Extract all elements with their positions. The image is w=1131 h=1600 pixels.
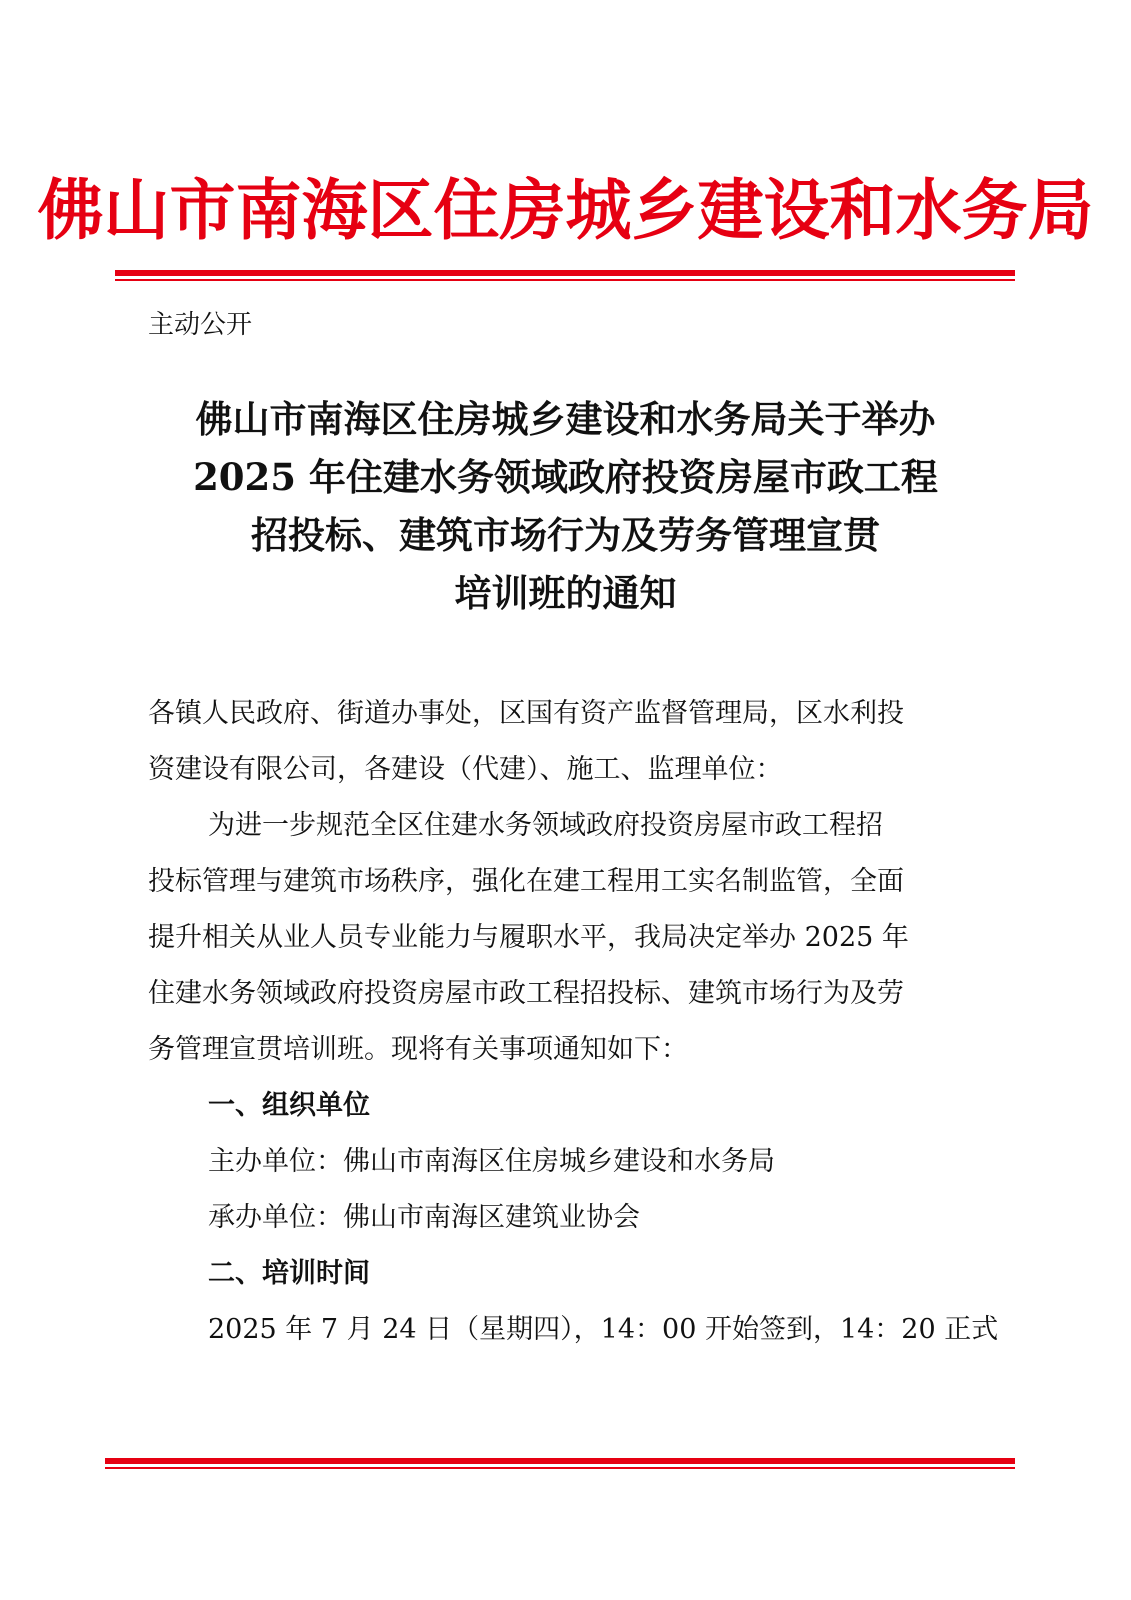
- recipients-line: 各镇人民政府、街道办事处，区国有资产监督管理局，区水利投: [148, 698, 904, 729]
- disclosure-label: 主动公开: [148, 310, 253, 340]
- intro-line: 提升相关从业人员专业能力与履职水平，我局决定举办 2025 年: [148, 922, 909, 953]
- letterhead-rule-thin: [115, 279, 1015, 281]
- intro-line: 为进一步规范全区住建水务领域政府投资房屋市政工程招: [208, 810, 883, 841]
- title-line: 佛山市南海区住房城乡建设和水务局关于举办: [195, 397, 936, 441]
- recipients-line: 资建设有限公司，各建设（代建）、施工、监理单位：: [148, 754, 783, 785]
- title-line: 招投标、建筑市场行为及劳务管理宣贯: [251, 513, 880, 557]
- intro-line: 务管理宣贯培训班。现将有关事项通知如下：: [148, 1034, 688, 1065]
- host-unit: 主办单位：佛山市南海区住房城乡建设和水务局: [208, 1146, 775, 1177]
- organizer-unit: 承办单位：佛山市南海区建筑业协会: [208, 1202, 640, 1233]
- section-heading-organizers: 一、组织单位: [208, 1090, 370, 1121]
- title-line: 培训班的通知: [454, 571, 677, 615]
- document-title: [140, 390, 991, 622]
- title-line: 2025 年住建水务领域政府投资房屋市政工程: [193, 455, 938, 499]
- letterhead-rule-thick: [115, 270, 1015, 276]
- training-time-line: 2025 年 7 月 24 日（星期四），14：00 开始签到，14：20 正式: [208, 1314, 999, 1345]
- letterhead-title: 佛山市南海区住房城乡建设和水务局: [37, 171, 1094, 249]
- intro-line: 投标管理与建筑市场秩序，强化在建工程用工实名制监管，全面: [148, 866, 904, 897]
- intro-line: 住建水务领域政府投资房屋市政工程招投标、建筑市场行为及劳: [148, 978, 904, 1009]
- footer-rule-thin: [105, 1467, 1015, 1469]
- footer-rule-thick: [105, 1458, 1015, 1464]
- section-heading-training-time: 二、培训时间: [208, 1258, 370, 1289]
